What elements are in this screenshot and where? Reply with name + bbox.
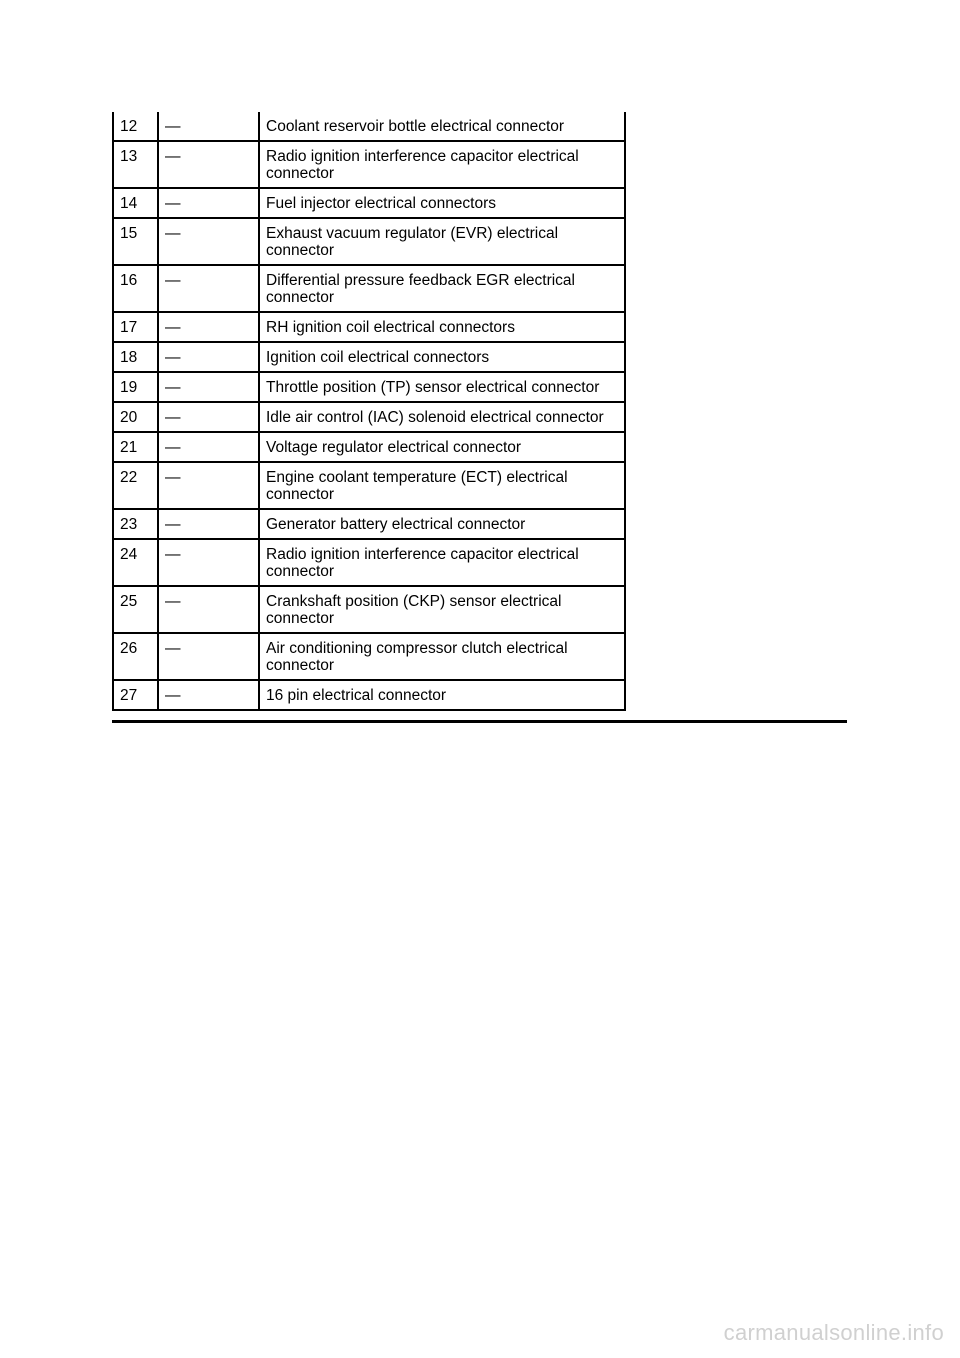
table-row xyxy=(113,188,625,218)
item-number: 27 xyxy=(113,680,158,710)
item-number: 17 xyxy=(113,312,158,342)
item-description: RH ignition coil electrical connectors xyxy=(259,312,625,342)
table-row xyxy=(113,509,625,539)
item-description: Radio ignition interference capacitor electrical connector xyxy=(259,539,625,586)
table-row xyxy=(113,218,625,265)
table-row xyxy=(113,141,625,188)
table-row xyxy=(113,342,625,372)
item-number: 26 xyxy=(113,633,158,680)
table-row xyxy=(113,372,625,402)
item-dash: — xyxy=(158,680,259,710)
item-description: Throttle position (TP) sensor electrical connector xyxy=(259,372,625,402)
item-number: 23 xyxy=(113,509,158,539)
table-row xyxy=(113,633,625,680)
item-description: Air conditioning compressor clutch electrical connector xyxy=(259,633,625,680)
item-dash: — xyxy=(158,188,259,218)
item-number: 20 xyxy=(113,402,158,432)
item-description: Differential pressure feedback EGR electrical connector xyxy=(259,265,625,312)
item-description: Voltage regulator electrical connector xyxy=(259,432,625,462)
item-number: 25 xyxy=(113,586,158,633)
item-number: 16 xyxy=(113,265,158,312)
table-row xyxy=(113,402,625,432)
item-description: Engine coolant temperature (ECT) electrical connector xyxy=(259,462,625,509)
table-row xyxy=(113,539,625,586)
table-row xyxy=(113,265,625,312)
table-row xyxy=(113,586,625,633)
item-description: Radio ignition interference capacitor electrical connector xyxy=(259,141,625,188)
item-number: 24 xyxy=(113,539,158,586)
item-dash: — xyxy=(158,312,259,342)
item-dash: — xyxy=(158,342,259,372)
site-watermark: carmanualsonline.info xyxy=(723,1320,944,1345)
item-dash: — xyxy=(158,218,259,265)
item-description: Exhaust vacuum regulator (EVR) electrical connector xyxy=(259,218,625,265)
item-dash: — xyxy=(158,509,259,539)
table-row xyxy=(113,312,625,342)
item-dash: — xyxy=(158,112,259,141)
table-row xyxy=(113,112,625,141)
item-number: 13 xyxy=(113,141,158,188)
item-description: Idle air control (IAC) solenoid electrical connector xyxy=(259,402,625,432)
item-number: 18 xyxy=(113,342,158,372)
item-description: Coolant reservoir bottle electrical connector xyxy=(259,112,625,141)
item-dash: — xyxy=(158,539,259,586)
table-row xyxy=(113,432,625,462)
item-dash: — xyxy=(158,432,259,462)
item-description: Crankshaft position (CKP) sensor electrical connector xyxy=(259,586,625,633)
item-description: 16 pin electrical connector xyxy=(259,680,625,710)
item-number: 19 xyxy=(113,372,158,402)
item-number: 12 xyxy=(113,112,158,141)
item-dash: — xyxy=(158,372,259,402)
item-dash: — xyxy=(158,462,259,509)
item-number: 14 xyxy=(113,188,158,218)
item-dash: — xyxy=(158,141,259,188)
table-row xyxy=(113,462,625,509)
item-dash: — xyxy=(158,265,259,312)
section-divider xyxy=(112,720,847,723)
item-description: Fuel injector electrical connectors xyxy=(259,188,625,218)
item-number: 21 xyxy=(113,432,158,462)
item-number: 22 xyxy=(113,462,158,509)
item-dash: — xyxy=(158,633,259,680)
item-dash: — xyxy=(158,586,259,633)
item-dash: — xyxy=(158,402,259,432)
component-legend-table xyxy=(112,112,626,711)
item-number: 15 xyxy=(113,218,158,265)
item-description: Ignition coil electrical connectors xyxy=(259,342,625,372)
table-row xyxy=(113,680,625,710)
item-description: Generator battery electrical connector xyxy=(259,509,625,539)
